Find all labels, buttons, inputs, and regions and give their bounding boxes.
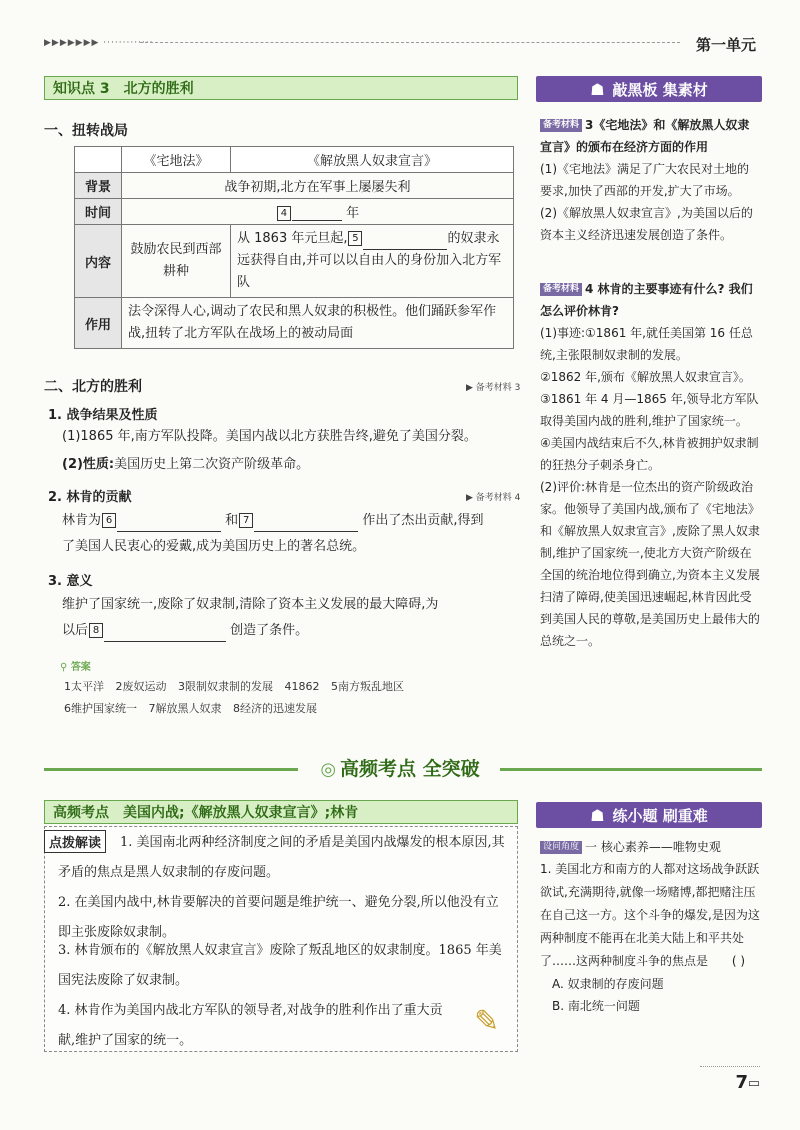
footer-rule bbox=[700, 1066, 760, 1067]
blank-number-4: 4 bbox=[277, 206, 291, 221]
divider-title bbox=[300, 754, 500, 781]
significance-pre: 以后 bbox=[62, 623, 89, 638]
interpretation-p3: 3. 林肯颁布的《解放黑人奴隶宣言》废除了叛乱地区的奴隶制度。1865 年美国宪法废除了奴隶制。 bbox=[58, 943, 502, 988]
question-angle bbox=[540, 836, 760, 858]
ref-material-4: ▶ 备考材料 4 bbox=[466, 493, 521, 503]
blank-6[interactable] bbox=[117, 516, 221, 532]
table-corner bbox=[75, 147, 122, 173]
blank-number-6: 6 bbox=[102, 513, 116, 528]
answer-4: 41862 bbox=[284, 680, 320, 693]
answer-row-2 bbox=[64, 700, 325, 716]
book-icon: ▭ bbox=[747, 1076, 760, 1091]
table-label-content: 内容 bbox=[75, 225, 122, 298]
material-4-l4: ④美国内战结束后不久,林肯被拥护奴隶制的狂热分子刺杀身亡。 bbox=[540, 436, 759, 472]
material-3 bbox=[540, 114, 760, 246]
lincoln-post: 作出了杰出贡献,得到 bbox=[362, 513, 484, 528]
ref-material-3: ▶ 备考材料 3 bbox=[466, 383, 521, 393]
material-3-p2: (2)《解放黑人奴隶宣言》,为美国以后的资本主义经济迅速发展创造了条件。 bbox=[540, 206, 753, 242]
table-col-homestead: 《宅地法》 bbox=[122, 147, 231, 173]
student-figure-icon: ☗ bbox=[590, 805, 605, 825]
blank-7[interactable] bbox=[254, 516, 358, 532]
table-label-effect: 作用 bbox=[75, 298, 122, 349]
table-col-emancipation: 《解放黑人奴隶宣言》 bbox=[231, 147, 514, 173]
point3-line1: 维护了国家统一,废除了奴隶制,清除了资本主义发展的最大障碍,为 bbox=[62, 597, 439, 612]
page-number: 7 bbox=[735, 1072, 748, 1093]
blank-5[interactable] bbox=[363, 234, 447, 250]
divider-line-left bbox=[44, 768, 298, 771]
blank-4[interactable] bbox=[292, 205, 342, 221]
material-4-heading bbox=[540, 278, 760, 322]
right-bottom-bar-title: 练小题 刷重难 bbox=[612, 806, 708, 825]
table-label-background: 背景 bbox=[75, 173, 122, 199]
answer-key-label: 答案 bbox=[70, 662, 91, 673]
header-rule bbox=[140, 42, 680, 43]
table-label-time: 时间 bbox=[75, 199, 122, 225]
content-text-post: 的奴隶永远获得自由,并可以以自由人的身份加入北方军队 bbox=[237, 231, 502, 290]
divider-line-right bbox=[500, 768, 762, 771]
answer-key-icon bbox=[60, 658, 91, 673]
interpretation-p1: 1. 美国南北两种经济制度之间的矛盾是美国内战爆发的根本原因,其矛盾的焦点是黑人奴隶制的存废问题。 bbox=[58, 835, 505, 880]
material-3-p1: (1)《宅地法》满足了广大农民对土地的要求,加快了西部的开发,扩大了市场。 bbox=[540, 162, 749, 198]
high-frequency-title: 美国内战;《解放黑人奴隶宣言》;林肯 bbox=[123, 805, 359, 821]
table-time-suffix: 年 bbox=[346, 206, 360, 221]
table-time-cell bbox=[122, 199, 514, 225]
nature-label: (2)性质: bbox=[62, 457, 115, 472]
nature-text: 美国历史上第二次资产阶级革命。 bbox=[114, 457, 310, 472]
point3-line2 bbox=[62, 620, 522, 642]
header-decoration: ▶▶▶▶▶▶▶ ············· bbox=[44, 38, 154, 48]
interpretation-p4: 4. 林肯作为美国内战北方军队的领导者,对战争的胜利作出了重大贡献,维护了国家的统一。 bbox=[58, 1003, 443, 1048]
right-top-bar bbox=[536, 76, 762, 102]
knowledge-point-bar bbox=[44, 76, 518, 100]
material-4-l2: ②1862 年,颁布《解放黑人奴隶宣言》。 bbox=[540, 370, 751, 384]
point2-title: 2. 林肯的贡献 bbox=[48, 490, 132, 505]
point1-title: 1. 战争结果及性质 bbox=[48, 408, 158, 423]
table-effect-text: 法令深得人心,调动了农民和黑人奴隶的积极性。他们踊跃参军作战,扭转了北方军队在战场上的被动局面 bbox=[122, 298, 514, 349]
practice-section bbox=[540, 836, 760, 1017]
material-4-l3: ③1861 年 4 月—1865 年,领导北方军队取得美国内战的胜利,维护了国家统一。 bbox=[540, 392, 759, 428]
option-a[interactable]: A. 奴隶制的存废问题 bbox=[552, 977, 664, 991]
content-text-pre: 从 1863 年元旦起, bbox=[237, 231, 348, 246]
material-4-title: 4 林肯的主要事迹有什么? 我们怎么评价林肯? bbox=[540, 282, 753, 318]
answer-3: 3限制奴隶制的发展 bbox=[178, 680, 273, 693]
table-content-emancipation bbox=[231, 225, 514, 298]
unit-title: 第一单元 bbox=[695, 36, 756, 54]
question-1 bbox=[540, 858, 760, 973]
answer-row-1 bbox=[64, 678, 412, 694]
table-content-homestead: 鼓励农民到西部耕种 bbox=[122, 225, 231, 298]
point1-nature bbox=[62, 454, 522, 476]
option-b[interactable]: B. 南北统一问题 bbox=[552, 999, 640, 1013]
section1-title: 一、扭转战局 bbox=[44, 123, 128, 139]
right-top-bar-title: 敲黑板 集素材 bbox=[612, 80, 708, 99]
cartoon-goose-icon: ✎ bbox=[474, 1004, 500, 1039]
target-icon: ◎ bbox=[320, 759, 337, 780]
knowledge-point-title: 北方的胜利 bbox=[123, 81, 194, 97]
table-background-text: 战争初期,北方在军事上屡屡失利 bbox=[122, 173, 514, 199]
question-1-text: 1. 美国北方和南方的人都对这场战争跃跃欲试,充满期待,就像一场赌博,都把赌注压在自己这一方。这个斗争的爆发,是因为这两种制度不能再在北美大陆上和平共处了……这两种制度斗争的焦点是 bbox=[540, 862, 760, 968]
interpretation-tag: 点拨解读 bbox=[44, 830, 106, 853]
blank-8[interactable] bbox=[104, 626, 226, 642]
divider-title-text: 高频考点 全突破 bbox=[340, 758, 480, 780]
material-3-tag: 备考材料 bbox=[540, 119, 582, 132]
blank-number-7: 7 bbox=[239, 513, 253, 528]
material-3-title: 3《宅地法》和《解放黑人奴隶宣言》的颁布在经济方面的作用 bbox=[540, 118, 750, 154]
significance-post: 创造了条件。 bbox=[230, 623, 309, 638]
answer-8: 8经济的迅速发展 bbox=[233, 702, 317, 715]
section2-title: 二、北方的胜利 bbox=[44, 379, 142, 395]
knowledge-table bbox=[74, 146, 514, 349]
answer-6: 6维护国家统一 bbox=[64, 702, 137, 715]
question-angle-text: 一 核心素养——唯物史观 bbox=[585, 840, 721, 854]
blank-number-8: 8 bbox=[89, 623, 103, 638]
answer-5: 5南方叛乱地区 bbox=[331, 680, 404, 693]
point2-line2: 了美国人民衷心的爱戴,成为美国历史上的著名总统。 bbox=[62, 539, 366, 554]
answer-2: 2废奴运动 bbox=[115, 680, 167, 693]
question-angle-tag: 设问角度 bbox=[540, 841, 582, 854]
point1-result: (1)1865 年,南方军队投降。美国内战以北方获胜告终,避免了美国分裂。 bbox=[62, 429, 477, 444]
high-frequency-bar bbox=[44, 800, 518, 824]
knowledge-point-label: 知识点 3 bbox=[53, 81, 110, 97]
answer-7: 7解放黑人奴隶 bbox=[148, 702, 222, 715]
answer-1: 1太平洋 bbox=[64, 680, 104, 693]
material-4-l1: (1)事迹:①1861 年,就任美国第 16 任总统,主张限制奴隶制的发展。 bbox=[540, 326, 753, 362]
lincoln-pre: 林肯为 bbox=[62, 513, 102, 528]
material-4-tag: 备考材料 bbox=[540, 283, 582, 296]
point3-title: 3. 意义 bbox=[48, 574, 93, 589]
material-4 bbox=[540, 278, 760, 652]
right-bottom-bar bbox=[536, 802, 762, 828]
blank-number-5: 5 bbox=[348, 231, 362, 246]
magnifier-icon: ⚲ bbox=[60, 662, 68, 673]
teacher-figure-icon: ☗ bbox=[590, 79, 605, 99]
material-3-heading bbox=[540, 114, 760, 158]
material-4-l5: (2)评价:林肯是一位杰出的资产阶级政治家。他领导了美国内战,颁布了《宅地法》和《解放黑人奴隶宣言》,废除了黑人奴隶制,维护了国家统一,使北方大资产阶级在全国的统治地位得到确立,为资本主义发展扫清了障碍,使美国迅速崛起,林肯因此受到美国人民的尊敬,是美国历史上最伟大的总统之一。 bbox=[540, 480, 760, 648]
high-frequency-label: 高频考点 bbox=[53, 805, 109, 821]
lincoln-mid: 和 bbox=[225, 513, 239, 528]
question-1-answer-paren[interactable]: ( ) bbox=[731, 954, 746, 968]
point2-line1 bbox=[62, 510, 522, 532]
interpretation-p2: 2. 在美国内战中,林肯要解决的首要问题是维护统一、避免分裂,所以他没有立即主张废除奴隶制。 bbox=[58, 895, 499, 940]
